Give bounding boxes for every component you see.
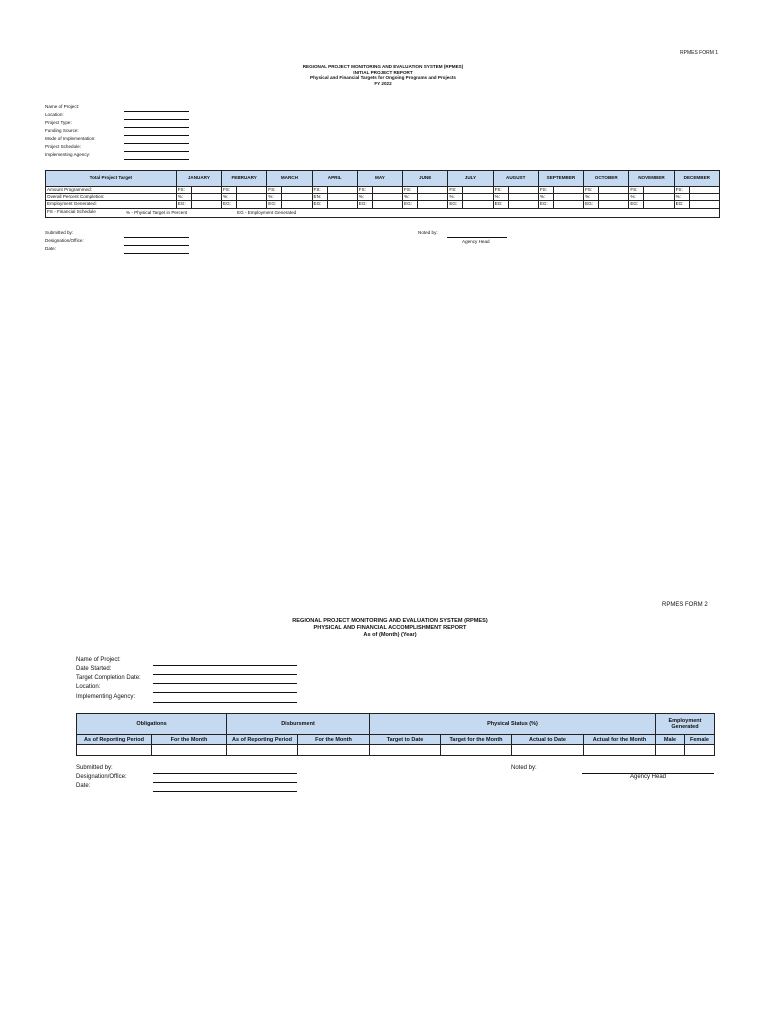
form1-cell-input[interactable]	[418, 194, 448, 201]
form1-field-mode-label: Mode of Implementation:	[45, 136, 96, 141]
form2-date-label: Date:	[76, 783, 91, 789]
form1-row-label: Amount Programmed:	[46, 187, 177, 194]
form1-title-3: Physical and Financial Targets for Ongoing Programs and Projects	[310, 75, 456, 81]
form1-cell-input[interactable]	[191, 194, 221, 201]
form1-header-month: APRIL	[312, 171, 357, 187]
form1-row-label: Overall Percent Completion:	[46, 194, 177, 201]
form1-cell-input[interactable]	[282, 201, 312, 208]
form1-cell-code: EG:	[357, 201, 372, 208]
form1-cell-code: EG:	[584, 201, 599, 208]
form1-cell-code: FS:	[312, 187, 327, 194]
form1-cell-input[interactable]	[282, 187, 312, 194]
form1-cell-input[interactable]	[282, 194, 312, 201]
form1-cell-input[interactable]	[553, 194, 583, 201]
form1-cell-input[interactable]	[372, 187, 402, 194]
form1-cell-code: EG:	[493, 201, 508, 208]
form1-cell-input[interactable]	[463, 187, 493, 194]
form2-field-name-line[interactable]	[153, 665, 297, 666]
form1-cell-code: FS:	[584, 187, 599, 194]
form1-field-type-label: Project Type:	[45, 120, 72, 125]
form1-header-month: DECEMBER	[674, 171, 719, 187]
form1-cell-input[interactable]	[689, 187, 719, 194]
form1-cell-input[interactable]	[463, 201, 493, 208]
table-row	[46, 201, 720, 208]
form1-legend-row	[46, 208, 720, 217]
form2-noted-by-label: Noted by:	[511, 765, 537, 771]
form1-cell-code: FS:	[267, 187, 282, 194]
form2-data-cell[interactable]	[227, 745, 298, 756]
form2-subheader: Actual for the Month	[584, 735, 656, 745]
form2-designation-label: Designation/Office:	[76, 774, 127, 780]
form1-title-2: INITIAL PROJECT REPORT	[353, 69, 413, 75]
form1-cell-input[interactable]	[327, 201, 357, 208]
form2-subheader: For the Month	[152, 735, 227, 745]
form1-cell-code: %:	[674, 194, 689, 201]
form2-header-employment: Employment Generated	[656, 714, 715, 735]
form2-data-cell[interactable]	[656, 745, 685, 756]
form1-cell-code: %:	[222, 194, 237, 201]
form2-accomplishment-table	[76, 713, 715, 756]
form1-title-4: FY 2022	[374, 81, 392, 87]
form1-cell-input[interactable]	[327, 187, 357, 194]
form2-field-agency-line[interactable]	[153, 702, 297, 703]
form2-field-date-started-line[interactable]	[153, 674, 297, 675]
form1-cell-code: EN:	[312, 194, 327, 201]
form1-cell-input[interactable]	[237, 187, 267, 194]
form1-cell-code: %:	[403, 194, 418, 201]
form1-header-month: JANUARY	[176, 171, 221, 187]
form2-data-cell[interactable]	[584, 745, 656, 756]
form1-cell-input[interactable]	[418, 187, 448, 194]
form1-header-month: MARCH	[267, 171, 312, 187]
form1-cell-code: EG:	[674, 201, 689, 208]
form1-header-month: MAY	[357, 171, 402, 187]
form1-cell-code: %:	[493, 194, 508, 201]
form1-cell-input[interactable]	[237, 201, 267, 208]
form1-field-funding-label: Funding Source:	[45, 128, 79, 133]
form2-submitted-by-line[interactable]	[153, 773, 297, 774]
form1-cell-input[interactable]	[191, 187, 221, 194]
form2-data-cell[interactable]	[152, 745, 227, 756]
form2-subheader: Actual to Date	[512, 735, 584, 745]
table-row	[46, 187, 720, 194]
form1-cell-input[interactable]	[508, 187, 538, 194]
form2-subheader: Female	[685, 735, 715, 745]
form1-cell-input[interactable]	[418, 201, 448, 208]
form1-title-1: REGIONAL PROJECT MONITORING AND EVALUATION SYSTEM (RPMES)	[302, 64, 464, 69]
form2-sub-header-row	[77, 735, 715, 745]
form2-header-obligations: Obligations	[77, 714, 227, 735]
form2-header-disbursement: Disbursment	[227, 714, 370, 735]
form2-field-location-label: Location:	[76, 684, 101, 690]
form1-cell-code: FS:	[403, 187, 418, 194]
form1-header-month: SEPTEMBER	[538, 171, 583, 187]
form1-cell-input[interactable]	[553, 201, 583, 208]
form2-title-2: PHYSICAL AND FINANCIAL ACCOMPLISHMENT REPORT	[313, 624, 467, 631]
form1-cell-input[interactable]	[508, 201, 538, 208]
form1-cell-code: FS:	[493, 187, 508, 194]
form1-target-table	[45, 170, 720, 218]
form2-field-date-started-label: Date Started:	[76, 666, 112, 672]
form1-cell-code: EG:	[629, 201, 644, 208]
table-row	[46, 194, 720, 201]
form2-date-line[interactable]	[153, 791, 297, 792]
form2-header-physical-status: Physical Status (%)	[370, 714, 656, 735]
form1-cell-code: EG:	[222, 201, 237, 208]
form2-subheader: As of Reporting Period	[227, 735, 298, 745]
form1-cell-code: %:	[584, 194, 599, 201]
form1-header-total-target: Total Project Target	[46, 171, 177, 187]
form1-header-month: OCTOBER	[584, 171, 629, 187]
form1-cell-code: EG:	[448, 201, 463, 208]
form1-cell-input[interactable]	[237, 194, 267, 201]
form1-cell-input[interactable]	[689, 201, 719, 208]
form1-noted-by-line[interactable]	[447, 237, 507, 238]
form1-header-month: JULY	[448, 171, 493, 187]
form1-cell-input[interactable]	[644, 187, 674, 194]
form2-data-cell[interactable]	[441, 745, 512, 756]
form1-cell-code: EG:	[538, 201, 553, 208]
form1-cell-code: FS:	[176, 187, 191, 194]
form2-data-cell[interactable]	[512, 745, 584, 756]
form2-title-3: As of (Month) (Year)	[363, 631, 417, 638]
form1-cell-code: FS:	[448, 187, 463, 194]
form1-field-name-label: Name of Project:	[45, 104, 80, 109]
form1-cell-code: FS:	[629, 187, 644, 194]
form1-cell-input[interactable]	[599, 201, 629, 208]
form2-title-1: REGIONAL PROJECT MONITORING AND EVALUATION SYSTEM (RPMES)	[292, 618, 488, 624]
form1-cell-input[interactable]	[508, 194, 538, 201]
form2-group-header-row	[77, 714, 715, 735]
form1-noted-by-label: Noted by:	[418, 230, 438, 235]
form1-cell-input[interactable]	[191, 201, 221, 208]
form1-submitted-by-line[interactable]	[124, 237, 189, 238]
form1-date-label: Date:	[45, 246, 56, 251]
form2-subheader: For the Month	[298, 735, 370, 745]
form1-cell-code: %:	[538, 194, 553, 201]
form2-data-cell[interactable]	[685, 745, 715, 756]
form2-subheader: Target for the Month	[441, 735, 512, 745]
form1-cell-input[interactable]	[689, 194, 719, 201]
form1-header-month: NOVEMBER	[629, 171, 674, 187]
form1-header-month: JUNE	[403, 171, 448, 187]
form1-field-funding-line[interactable]	[124, 135, 189, 136]
form1-cell-code: %:	[176, 194, 191, 201]
form1-field-location-line[interactable]	[124, 119, 189, 120]
form1-cell-input[interactable]	[599, 187, 629, 194]
form1-cell-code: %:	[357, 194, 372, 201]
form1-cell-code: %:	[267, 194, 282, 201]
form1-field-name-line[interactable]	[124, 111, 189, 112]
form1-cell-input[interactable]	[372, 194, 402, 201]
form2-submitted-by-label: Submitted by:	[76, 765, 113, 771]
form2-field-agency-label: Implementing Agency:	[76, 694, 136, 700]
form1-field-schedule-label: Project Schedule:	[45, 144, 82, 149]
form2-subheader: Male	[656, 735, 685, 745]
form1-field-location-label: Location:	[45, 112, 64, 117]
form1-cell-input[interactable]	[644, 194, 674, 201]
form1-cell-code: EG:	[312, 201, 327, 208]
form1-date-line[interactable]	[124, 253, 189, 254]
form1-cell-input[interactable]	[372, 201, 402, 208]
form1-cell-code: %:	[448, 194, 463, 201]
form1-designation-label: Designation/Office:	[45, 238, 84, 243]
form1-header-month: FEBRUARY	[222, 171, 267, 187]
form1-cell-input[interactable]	[599, 194, 629, 201]
form1-cell-input[interactable]	[463, 194, 493, 201]
form1-cell-code: %:	[629, 194, 644, 201]
form1-cell-code: FS:	[674, 187, 689, 194]
form2-data-cell[interactable]	[77, 745, 152, 756]
form1-cell-code: EG:	[403, 201, 418, 208]
form1-field-schedule-line[interactable]	[124, 151, 189, 152]
form1-legend-eg: EG - Employment Generated	[237, 209, 297, 215]
form1-table-header-row	[46, 171, 720, 187]
form1-cell-code: FS:	[538, 187, 553, 194]
table-row	[77, 745, 715, 756]
form1-cell-code: EG:	[267, 201, 282, 208]
form2-data-cell[interactable]	[370, 745, 441, 756]
form1-cell-input[interactable]	[327, 194, 357, 201]
form2-field-target-completion-line[interactable]	[153, 683, 297, 684]
form1-field-mode-line[interactable]	[124, 143, 189, 144]
form1-field-type-line[interactable]	[124, 127, 189, 128]
form2-designation-line[interactable]	[153, 782, 297, 783]
form2-field-name-label: Name of Project:	[76, 657, 121, 663]
form1-cell-input[interactable]	[553, 187, 583, 194]
form2-data-cell[interactable]	[298, 745, 370, 756]
form1-cell-input[interactable]	[644, 201, 674, 208]
form2-titles	[245, 618, 535, 639]
form2-subheader: Target to Date	[370, 735, 441, 745]
form1-cell-code: EG:	[176, 201, 191, 208]
form1-submitted-by-label: Submitted by:	[45, 230, 74, 235]
form2-field-location-line[interactable]	[153, 692, 297, 693]
form1-agency-head-label: Agency Head	[462, 239, 490, 244]
form2-number: RPMES FORM 2	[662, 602, 708, 608]
form1-number: RPMES FORM 1	[680, 50, 719, 56]
form1-legend-cell	[46, 208, 720, 217]
form1-designation-line[interactable]	[124, 245, 189, 246]
form1-field-agency-label: Implementing Agency:	[45, 152, 91, 157]
form1-cell-code: FS:	[357, 187, 372, 194]
form1-titles	[230, 64, 536, 87]
form1-field-agency-line[interactable]	[124, 159, 189, 160]
form2-agency-head-label: Agency Head	[630, 774, 667, 780]
form2-field-target-completion-label: Target Completion Date:	[76, 675, 141, 681]
form1-legend-fs: FS - Financial Schedule	[47, 208, 96, 214]
form1-row-label: Employment Generated:	[46, 201, 177, 208]
form1-header-month: AUGUST	[493, 171, 538, 187]
form1-legend-percent: % - Physical Target in Percent	[126, 209, 188, 215]
form1-cell-code: FS:	[222, 187, 237, 194]
form2-subheader: As of Reporting Period	[77, 735, 152, 745]
